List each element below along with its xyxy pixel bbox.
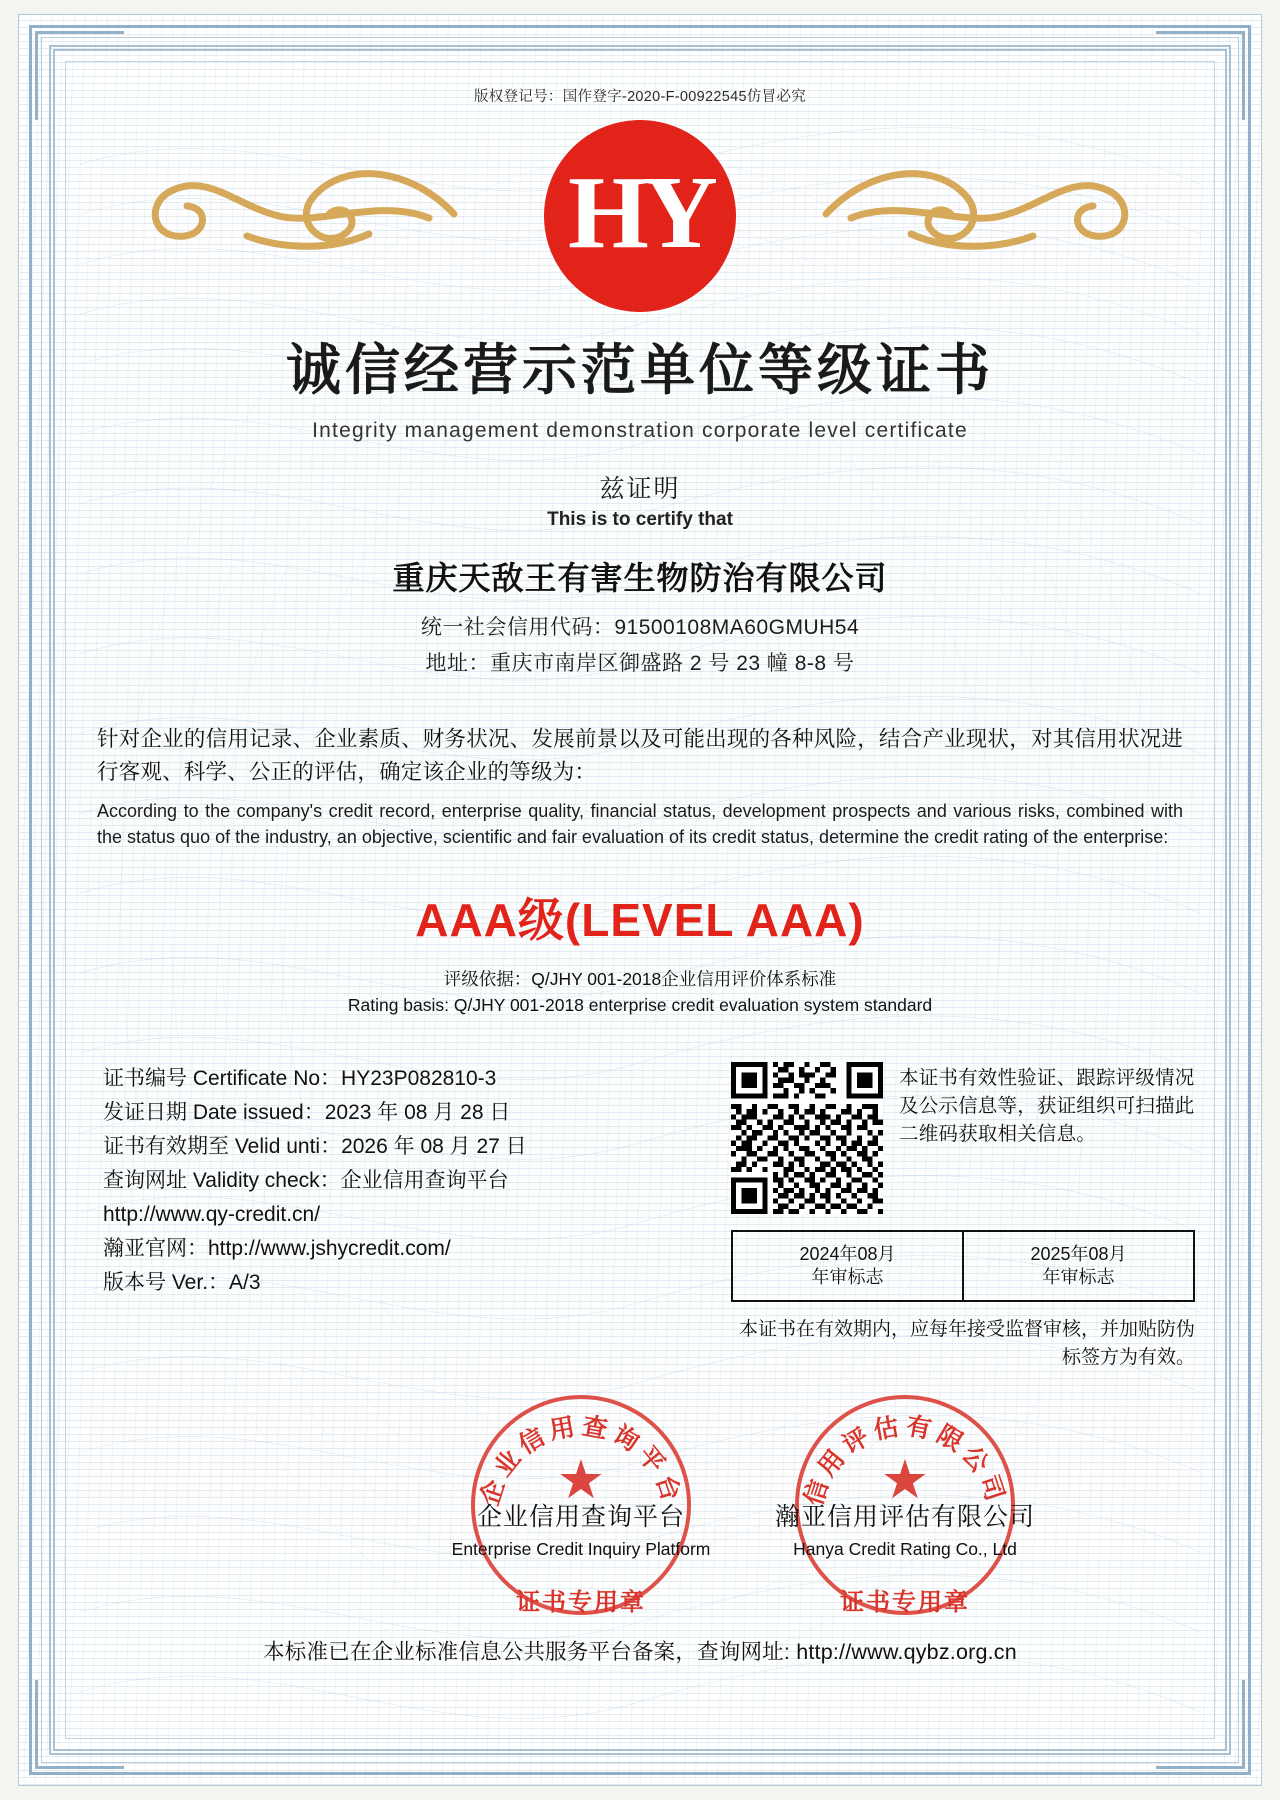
page-title-cn: 诚信经营示范单位等级证书 bbox=[285, 338, 994, 402]
qr-code-icon[interactable] bbox=[731, 1062, 883, 1214]
seal-name-cn-right: 瀚亚信用评估有限公司 bbox=[774, 1502, 1035, 1531]
seal-star-right-icon: ★ bbox=[880, 1449, 930, 1510]
date-issued: 发证日期 Date issued：2023 年 08 月 28 日 bbox=[103, 1100, 511, 1124]
seal-star-left-icon: ★ bbox=[556, 1449, 606, 1510]
verification-panel bbox=[731, 1062, 1201, 1373]
certificate-content bbox=[79, 71, 1201, 1729]
validity-check: 查询网址 Validity check：企业信用查询平台 bbox=[103, 1168, 509, 1192]
seal-tag-right: 证书专用章 bbox=[840, 1588, 970, 1616]
company-credit-code: 统一社会信用代码：91500108MA60GMUH54 bbox=[420, 616, 860, 639]
company-name: 重庆天敌王有害生物防治有限公司 bbox=[392, 560, 888, 596]
annual-stamp-boxes bbox=[731, 1230, 1195, 1302]
seals-row bbox=[79, 1401, 1201, 1631]
rating-basis-en: Rating basis: Q/JHY 001-2018 enterprise credit evaluation system standard bbox=[347, 994, 933, 1015]
validity-url[interactable]: http://www.qy-credit.cn/ bbox=[103, 1202, 321, 1226]
page-title-en: Integrity management demonstration corporate level certificate bbox=[312, 419, 968, 442]
qr-row bbox=[731, 1062, 1195, 1214]
certificate-details bbox=[79, 1062, 713, 1373]
annual-stamp-label-2024: 年审标志 bbox=[811, 1266, 884, 1287]
seal-name-cn-left: 企业信用查询平台 bbox=[476, 1502, 685, 1531]
seal-tag-left: 证书专用章 bbox=[516, 1588, 646, 1616]
seal-enterprise-credit-inquiry bbox=[431, 1401, 731, 1617]
certificate-body bbox=[18, 14, 1262, 1786]
annual-stamp-label-2025: 年审标志 bbox=[1042, 1266, 1115, 1287]
seal-name-en-left: Enterprise Credit Inquiry Platform bbox=[451, 1538, 711, 1559]
statement-block bbox=[79, 723, 1201, 850]
seal-arc-label-left: 企业信用查询平台 bbox=[475, 1411, 687, 1509]
official-website[interactable]: 瀚亚官网：http://www.jshycredit.com/ bbox=[103, 1236, 451, 1260]
certify-line-en: This is to certify that bbox=[547, 509, 733, 530]
annual-stamp-year-2024: 2024年08月 bbox=[799, 1244, 896, 1265]
footer-note: 本标准已在企业标准信息公共服务平台备案，查询网址: http://www.qybz.org.cn bbox=[263, 1639, 1017, 1664]
logo-text: HY bbox=[568, 155, 712, 270]
valid-until: 证书有效期至 Velid unti：2026 年 08 月 27 日 bbox=[103, 1134, 527, 1158]
flourish-left-icon bbox=[129, 156, 459, 266]
annual-audit-note: 本证书在有效期内，应每年接受监督审核，并加贴防伪标签方为有效。 bbox=[738, 1318, 1195, 1369]
certificate-number: 证书编号 Certificate No：HY23P082810-3 bbox=[103, 1066, 497, 1090]
seal-hanya-credit-rating bbox=[755, 1401, 1055, 1617]
statement-en: According to the company's credit record, enterprise quality, financial status, development prospects and various risks, combined with the status quo of the industry, an objective, scientific and fair evaluation of its credit status, determine the credit rating of the enterprise: bbox=[97, 800, 1183, 847]
flourish-right-icon bbox=[821, 156, 1151, 266]
emblem-row bbox=[79, 110, 1201, 320]
hy-logo-icon bbox=[544, 120, 736, 312]
annual-stamp-box-2024 bbox=[731, 1230, 964, 1302]
copyright-registration-line: 版权登记号：国作登字-2020-F-00922545仿冒必究 bbox=[473, 89, 807, 105]
qr-note: 本证书有效性验证、跟踪评级情况及公示信息等，获证组织可扫描此二维码获取相关信息。 bbox=[899, 1066, 1195, 1146]
certify-line-cn: 兹证明 bbox=[599, 475, 681, 503]
annual-stamp-box-2025 bbox=[964, 1230, 1195, 1302]
annual-stamp-year-2025: 2025年08月 bbox=[1030, 1244, 1127, 1265]
details-row bbox=[79, 1062, 1201, 1373]
seal-arc-label-right: 信用评估有限公司 bbox=[799, 1411, 1011, 1509]
version-number: 版本号 Ver.：A/3 bbox=[103, 1270, 261, 1294]
credit-level: AAA级(LEVEL AAA) bbox=[415, 893, 865, 946]
company-address: 地址：重庆市南岸区御盛路 2 号 23 幢 8-8 号 bbox=[425, 652, 855, 675]
seal-name-en-right: Hanya Credit Rating Co., Ltd bbox=[793, 1538, 1017, 1559]
rating-basis-cn: 评级依据：Q/JHY 001-2018企业信用评价体系标准 bbox=[443, 968, 837, 989]
statement-cn: 针对企业的信用记录、企业素质、财务状况、发展前景以及可能出现的各种风险，结合产业现状，对其信用状况进行客观、科学、公正的评估，确定该企业的等级为： bbox=[97, 727, 1183, 785]
